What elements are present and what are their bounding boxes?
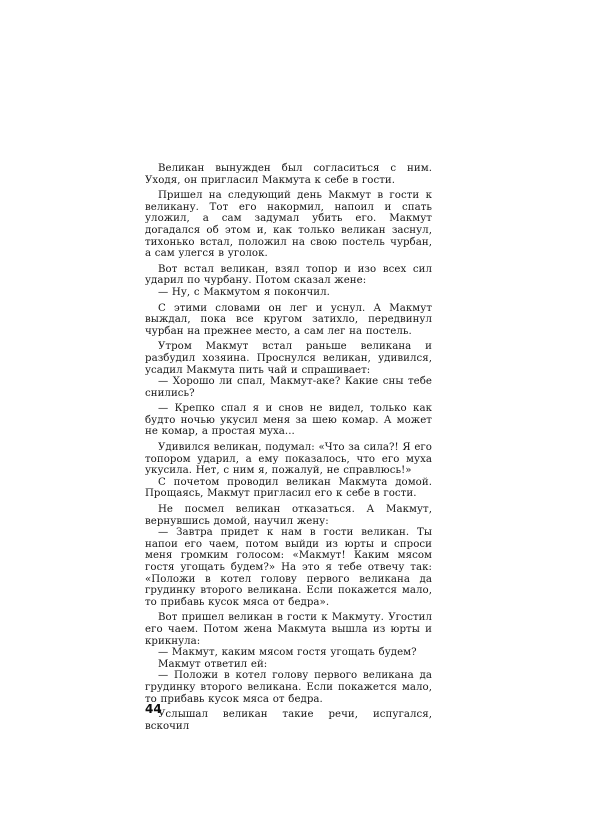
paragraph-8: — Крепко спал я и снов не видел, только как будто ночью укусил меня за шею комар. А может не комар, а простая муха... [145,403,432,438]
paragraph-1: Великан вынужден был согласиться с ним. Уходя, он пригласил Макмута к себе в гости. [145,163,432,186]
paragraph-4: — Ну, с Макмутом я покончил. [158,286,330,298]
paragraph-9: Удивился великан, подумал: «Что за сила?! Я его топором ударил, а ему показалось, что его муха укусила. Нет, с ним я, пожалуй, не справлюсь!» [145,442,432,477]
page-text [145,163,432,732]
paragraph-2: Пришел на следующий день Макмут в гости к великану. Тот его накормил, напоил и спать уложил, а сам задумал убить его. Макмут догадался об этом и, как только великан заснул, тихонько встал, положил на свою постель чурбан, а сам улегся в уголок. [145,190,432,260]
paragraph-6: Утром Макмут встал раньше великана и разбудил хозяина. Проснулся великан, удивился, усадил Макмута пить чай и спрашивает: [145,341,432,376]
paragraph-12: — Завтра придет к нам в гости великан. Ты напои его чаем, потом выйди из юрты и спроси меня громким голосом: «Макмут! Каким мясом гостя угощать будем?» На это я тебе отвечу так: «Положи в котел голову первого великана да грудинку второго великана. Если покажется мало, то прибавь кусок мяса от бедра». [145,527,432,608]
paragraph-10: С почетом проводил великан Макмута домой. Прощаясь, Макмут пригласил его к себе в гости. [145,476,432,500]
paragraph-7: — Хорошо ли спал, Макмут-аке? Какие сны тебе снились? [145,376,432,399]
paragraph-13: Вот пришел великан в гости к Макмуту. Угостил его чаем. Потом жена Макмута вышла из юрты и крикнула: [145,612,432,647]
paragraph-3: Вот встал великан, взял топор и изо всех сил ударил по чурбану. Потом сказал жене: [145,263,432,287]
page-number: 44 [145,702,162,716]
paragraph-15: Макмут ответил ей: [158,658,268,670]
paragraph-17: Услышал великан такие речи, испугался, вскочил [145,709,432,732]
paragraph-16: — Положи в котел голову первого великана да грудинку второго великана. Если покажется мало, то прибавь кусок мяса от бедра. [145,670,432,705]
paragraph-11: Не посмел великан отказаться. А Макмут, вернувшись домой, научил жену: [145,504,432,527]
paragraph-14: — Макмут, каким мясом гостя угощать будем? [158,647,417,659]
paragraph-5: С этими словами он лег и уснул. А Макмут выждал, пока все кругом затихло, передвинул чурбан на прежнее место, а сам лег на постель. [145,302,432,337]
